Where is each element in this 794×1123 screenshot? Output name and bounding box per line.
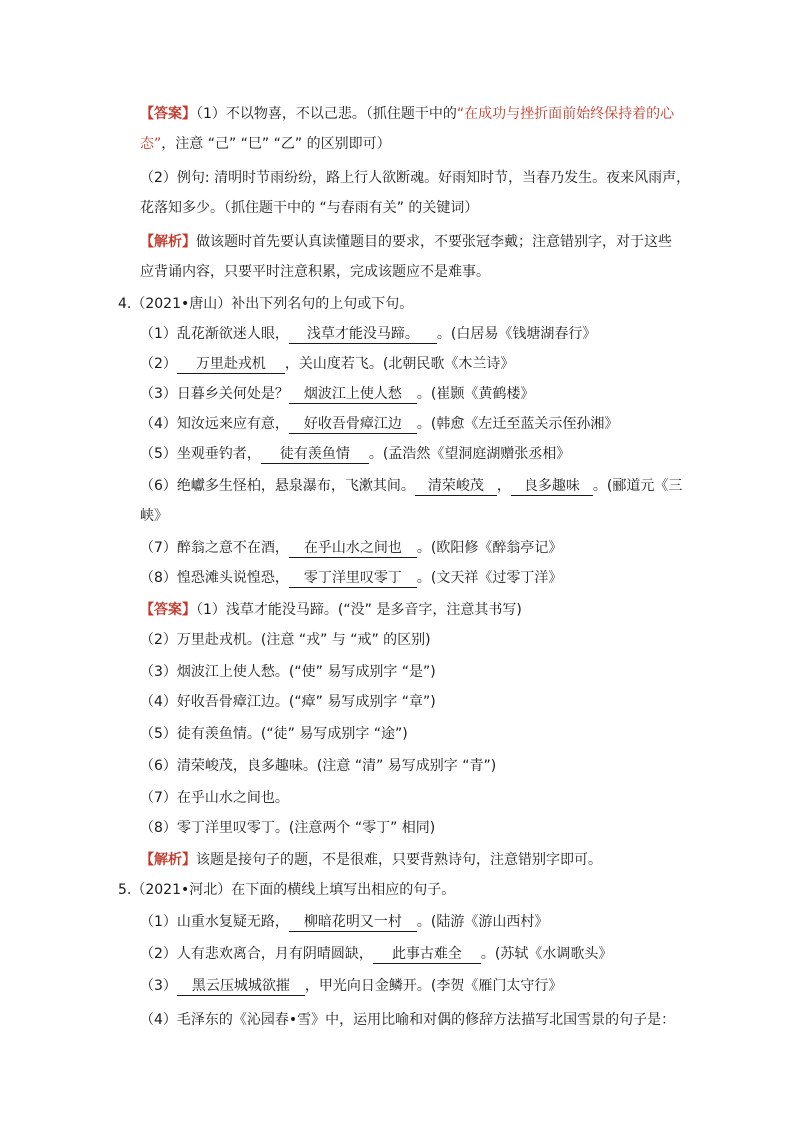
item-text: （2）	[140, 356, 177, 372]
q4-item-2	[140, 354, 514, 374]
item-source: 。(白居易《钱塘湖春行》	[436, 326, 597, 342]
answer-blank: 好收吾骨瘴江边	[289, 415, 417, 434]
answer-blank: 烟波江上使人愁	[289, 385, 417, 404]
q4-item-4	[140, 414, 618, 434]
q4-analysis	[140, 850, 602, 870]
item-text: （6）绝巘多生怪柏，悬泉瀑布，飞漱其间。	[140, 478, 415, 494]
answer-text: （1）不以物喜，不以己悲。（抓住题干中的	[196, 106, 457, 122]
answer-blank: 零丁洋里叹零丁	[289, 569, 417, 588]
item-source: 。(韩愈《左迁至蓝关示侄孙湘》	[416, 416, 619, 432]
item-text: （8）惶恐滩头说惶恐，	[140, 570, 289, 586]
q5-item-1	[140, 912, 548, 932]
q5-item-3	[140, 976, 562, 996]
answer-blank: 黑云压城城欲摧	[177, 977, 305, 996]
q5-item-4: （4）毛泽东的《沁园春•雪》中，运用比喻和对偶的修辞方法描写北国雪景的句子是：	[140, 1012, 676, 1028]
answer-blank: 万里赴戎机	[177, 355, 285, 374]
item-source: ，甲光向日金鳞开。(李贺《雁门太守行》	[304, 978, 563, 994]
item-source: 。(文天祥《过零丁洋》	[416, 570, 563, 586]
answer-tag: 【答案】	[140, 106, 196, 122]
answer-blank: 徒有羡鱼情	[261, 445, 369, 464]
item-source: 。(欧阳修《醉翁亭记》	[416, 540, 563, 556]
answer-blank: 浅草才能没马蹄。	[289, 325, 437, 344]
q4-item-1	[140, 324, 596, 344]
item-source: 。(郦道元《三	[592, 478, 683, 494]
q4-answer-line-3: （3）烟波江上使人愁。(“使” 易写成别字 “是”)	[140, 664, 436, 680]
answer-text: 花落知多少。（抓住题干中的 “与春雨有关” 的关键词）	[140, 200, 479, 216]
q4-item-6-cont: 峡》	[140, 508, 168, 524]
q4-answer-line-6: （6）清荣峻茂，良多趣味。(注意 “清” 易写成别字 “青”)	[140, 758, 497, 774]
q3-answer-line-4	[140, 198, 478, 218]
item-text: （7）醉翁之意不在酒，	[140, 540, 289, 556]
q3-answer-line-2	[140, 134, 391, 154]
q4-item-5	[140, 444, 570, 464]
q4-answer-line-7: （7）在乎山水之间也。	[140, 790, 289, 806]
answer-highlight: 态”	[140, 136, 162, 152]
q5-stem: 5.（2021•河北）在下面的横线上填写出相应的句子。	[118, 882, 456, 898]
q4-answer-line-8: （8）零丁洋里叹零丁。(注意两个 “零丁” 相同)	[140, 820, 436, 836]
q3-answer-line-1	[140, 104, 674, 124]
answer-blank: 清荣峻茂	[415, 477, 497, 496]
q4-answer-line-5: （5）徒有羡鱼情。(“徒” 易写成别字 “途”)	[140, 726, 408, 742]
item-text: ，	[496, 478, 511, 494]
answer-blank: 柳暗花明又一村	[289, 913, 417, 932]
item-text: （4）知汝远来应有意，	[140, 416, 289, 432]
answer-tag: 【答案】	[140, 602, 196, 618]
item-text: （5）坐观垂钓者，	[140, 446, 261, 462]
q4-item-8	[140, 568, 562, 588]
q4-item-3	[140, 384, 534, 404]
q4-item-7	[140, 538, 562, 558]
item-text: （1）乱花渐欲迷人眼，	[140, 326, 289, 342]
analysis-text: 做该题时首先要认真读懂题目的要求，不要张冠李戴；注意错别字，对于这些	[196, 234, 672, 250]
analysis-tag: 【解析】	[140, 852, 196, 868]
q5-item-2	[140, 944, 612, 964]
item-source: 。(苏轼《水调歌头》	[480, 946, 613, 962]
analysis-text: 该题是接句子的题，不是很难，只要背熟诗句，注意错别字即可。	[196, 852, 602, 868]
answer-text: （1）浅草才能没马蹄。(“没” 是多音字，注意其书写)	[196, 602, 522, 618]
q4-item-6	[140, 476, 682, 496]
answer-text: （2）例句: 清明时节雨纷纷，路上行人欲断魂。好雨知时节，当春乃发生。夜来风雨声，	[140, 170, 691, 186]
q4-answer-line-2: （2）万里赴戎机。(注意 “戎” 与 “戒” 的区别)	[140, 632, 431, 648]
analysis-tag: 【解析】	[140, 234, 196, 250]
answer-blank: 良多趣味	[511, 477, 593, 496]
q3-analysis-line-1	[140, 232, 672, 252]
item-text: （1）山重水复疑无路，	[140, 914, 289, 930]
item-text: （3）	[140, 978, 177, 994]
answer-text: ，注意 “己” “巳” “乙” 的区别即可）	[161, 136, 391, 152]
q4-answer-line-1	[140, 600, 522, 620]
answer-blank: 在乎山水之间也	[289, 539, 417, 558]
item-source: ，关山度若飞。(北朝民歌《木兰诗》	[284, 356, 515, 372]
answer-highlight: “在成功与挫折面前始终保持着的心	[456, 106, 675, 122]
analysis-text: 应背诵内容，只要平时注意积累，完成该题应不是难事。	[140, 264, 490, 280]
item-text: （3）日暮乡关何处是？	[140, 386, 289, 402]
q3-answer-line-3	[140, 168, 690, 188]
item-source: 。(孟浩然《望洞庭湖赠张丞相》	[368, 446, 571, 462]
item-source: 。(崔颢《黄鹤楼》	[416, 386, 535, 402]
item-text: （2）人有悲欢离合，月有阴晴圆缺，	[140, 946, 373, 962]
q4-answer-line-4: （4）好收吾骨瘴江边。(“瘴” 易写成别字 “章”)	[140, 694, 436, 710]
q3-analysis-line-2	[140, 262, 490, 282]
answer-blank: 此事古难全	[373, 945, 481, 964]
q4-stem: 4.（2021•唐山）补出下列名句的上句或下句。	[118, 296, 414, 312]
item-source: 。(陆游《游山西村》	[416, 914, 549, 930]
